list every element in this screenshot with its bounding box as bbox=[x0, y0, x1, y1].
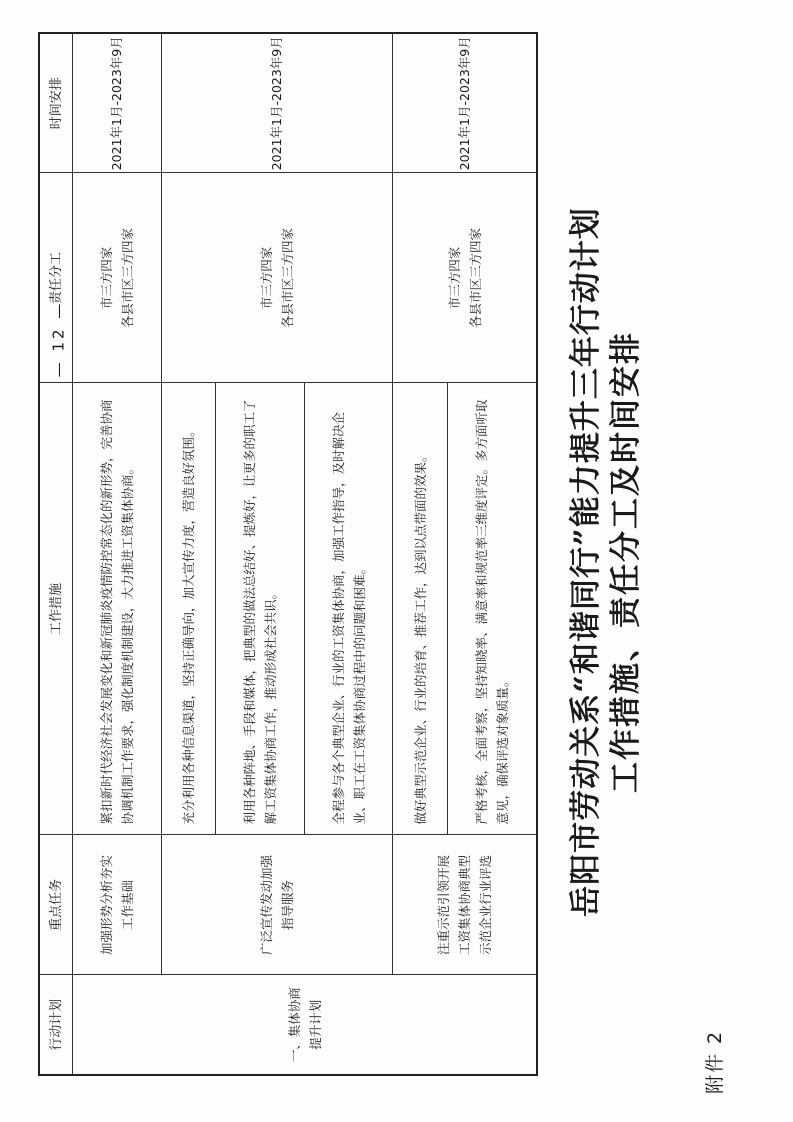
resp-line: 市三方四家 bbox=[258, 246, 274, 310]
resp-line: 市三方四家 bbox=[98, 246, 114, 310]
document-subtitle: 工作措施、责任分工及时间安排 bbox=[608, 331, 644, 793]
table-header-row bbox=[39, 33, 73, 1075]
task-cell: 注重示范引领开展工资集体协商典型示范企业行业评选 bbox=[393, 835, 537, 975]
page-number bbox=[20, 300, 97, 378]
annex-label: 附件 2 bbox=[704, 1029, 726, 1094]
header-responsibility: 责任分工 bbox=[39, 173, 73, 383]
header-plan: 行动计划 bbox=[39, 975, 73, 1075]
table-row bbox=[73, 33, 162, 1075]
resp-line: 各县市区三方四家 bbox=[119, 228, 135, 329]
table-row bbox=[161, 33, 216, 1075]
time-cell: 2021年1月-2023年9月 bbox=[161, 33, 393, 173]
table-row bbox=[393, 33, 448, 1075]
measure-cell: 充分利用各种信息渠道，坚持正确导向，加大宣传力度，营造良好氛围。 bbox=[161, 383, 216, 835]
responsibility-cell bbox=[73, 173, 162, 383]
page-number-text: — 12 — bbox=[49, 300, 68, 378]
time-cell: 2021年1月-2023年9月 bbox=[73, 33, 162, 173]
responsibility-cell bbox=[393, 173, 537, 383]
measure-cell: 全程参与各个典型企业、行业的工资集体协商，加强工作指导，及时解决企业、职工在工资集体协商过程中的问题和困难。 bbox=[304, 383, 393, 835]
measure-cell: 严格考核，全面考察，坚持知晓率、满意率和规范率三维度评定。多方面听取意见，确保评选对象质量。 bbox=[448, 383, 537, 835]
header-time: 时间安排 bbox=[39, 33, 73, 173]
document-title: 岳阳市劳动关系“和谐同行”能力提升三年行动计划 bbox=[568, 207, 604, 917]
resp-line: 各县市区三方四家 bbox=[279, 228, 295, 329]
resp-line: 各县市区三方四家 bbox=[467, 228, 483, 329]
header-task: 重点任务 bbox=[39, 835, 73, 975]
measure-cell: 紧扣新时代经济社会发展变化和新冠肺炎疫情防控常态化的新形势，完善协商协调机制工作要求，强化制度机制建设，大力推进工资集体协商。 bbox=[73, 383, 162, 835]
plan-cell bbox=[73, 975, 538, 1075]
plan-cell-line: 提升计划 bbox=[307, 999, 323, 1050]
measure-cell: 利用各种阵地、手段和媒体，把典型的做法总结好、提炼好，让更多的职工了解工资集体协商工作，推动形成社会共识。 bbox=[216, 383, 305, 835]
responsibility-cell bbox=[161, 173, 393, 383]
resp-line: 市三方四家 bbox=[446, 246, 462, 310]
time-cell: 2021年1月-2023年9月 bbox=[393, 33, 537, 173]
task-cell: 加强形势分析夯实工作基础 bbox=[73, 835, 162, 975]
header-measure: 工作措施 bbox=[39, 383, 73, 835]
measure-cell: 做好典型示范企业、行业的培育、推荐工作，达到以点带面的效果。 bbox=[393, 383, 448, 835]
plan-table bbox=[38, 32, 538, 1076]
plan-cell-line: 一、集体协商 bbox=[286, 987, 302, 1063]
task-cell: 广泛宣传发动加强指导服务 bbox=[161, 835, 393, 975]
